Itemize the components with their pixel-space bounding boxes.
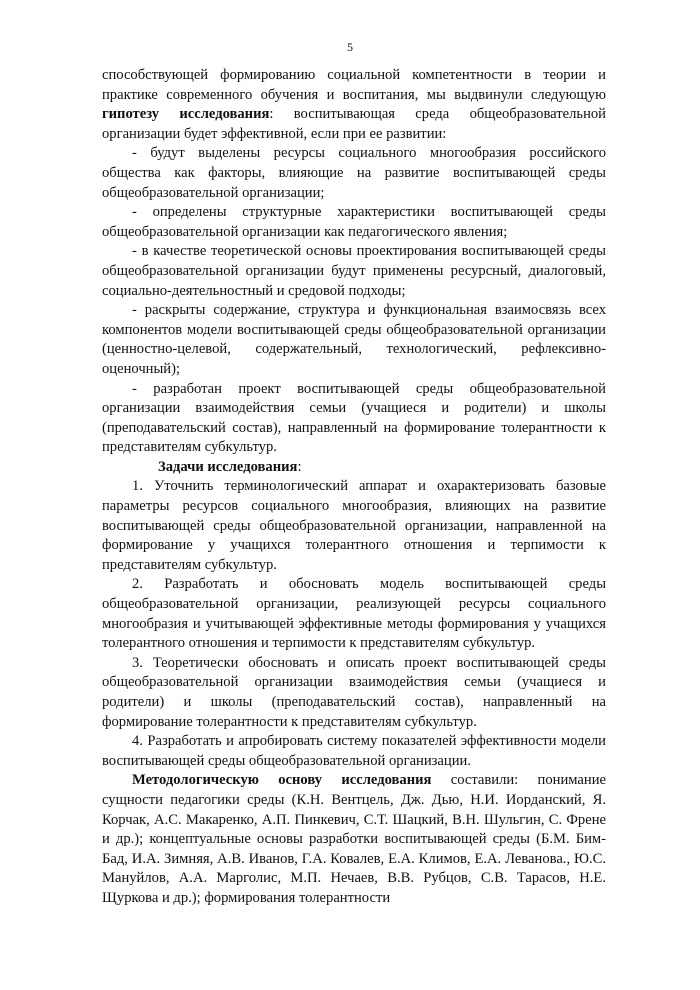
methodology-paragraph <box>102 771 606 908</box>
tasks-heading-colon: : <box>297 458 302 475</box>
methodology-term: Методологическую основу исследования <box>132 772 432 789</box>
page-number: 5 <box>347 40 353 54</box>
hypothesis-item-1: - будут выделены ресурсы социального многообразия российского общества как факторы, влияющие на развитие воспитывающей среды общеобразовательной организации; <box>102 145 606 201</box>
methodology-text: составили: понимание сущности педагогики среды (К.Н. Вентцель, Дж. Дью, Н.И. Иорданский, Я. Корчак, А.С. Макаренко, А.П. Пинкевич, С.Т. Шацкий, В.Н. Шульгин, С. Френе и др.); концептуальные основы разработки воспитывающей среды (Б.М. Бим-Бад, И.А. Зимняя, А.В. Иванов, Г.А. Ковалев, Е.А. Климов, Е.А. Леванова., Ю.С. Мануйлов, А.А. Марголис, М.П. Нечаев, В.В. Рубцов, С.В. Тарасов, Н.Е. Щуркова и др.); формирования толерантности <box>102 772 606 906</box>
intro-text-cont: : воспитывающая среда общеобразовательной организации будет эффективной, если при ее развитии: <box>102 106 606 142</box>
tasks-heading-text: Задачи исследования <box>158 458 298 475</box>
hypothesis-paragraph <box>102 66 606 144</box>
task-3: 3. Теоретически обосновать и описать проект воспитывающей среды общеобразовательной организации взаимодействия семьи (учащиеся и родители) и школы (преподавательский состав), направленный на формирование толерантности к представителям субкультур. <box>102 654 606 730</box>
hypothesis-item-2: - определены структурные характеристики воспитывающей среды общеобразовательной организации как педагогического явления; <box>102 204 606 240</box>
task-4: 4. Разработать и апробировать систему показателей эффективности модели воспитывающей среды общеобразовательной организации. <box>102 733 606 769</box>
hypothesis-item-3: - в качестве теоретической основы проектирования воспитывающей среды общеобразовательной организации будут применены ресурсный, диалоговый, социально-деятельностный и средовой подходы; <box>102 243 606 299</box>
hypothesis-item-4: - раскрыты содержание, структура и функциональная взаимосвязь всех компонентов модели воспитывающей среды общеобразовательной организации (ценностно-целевой, содержательный, технологический, рефлексивно-оценочный); <box>102 302 606 377</box>
hypothesis-item-5: - разработан проект воспитывающей среды общеобразовательной организации взаимодействия семьи (учащиеся и родители) и школы (преподавательский состав), направленный на формирование толерантности к представителям субкультур. <box>102 380 606 456</box>
intro-text: способствующей формированию социальной компетентности в теории и практике современного обучения и воспитания, мы выдвинули следующую <box>102 67 606 103</box>
tasks-heading <box>102 458 606 478</box>
task-1: 1. Уточнить терминологический аппарат и охарактеризовать базовые параметры ресурсов социального многообразия, влияющих на развитие воспитывающей среды общеобразовательной организации, направленной на формирование у учащихся толерантного отношения и терпимости к представителям субкультур. <box>102 478 606 573</box>
page-body <box>102 66 606 909</box>
hypothesis-term: гипотезу исследования <box>102 106 270 123</box>
task-2: 2. Разработать и обосновать модель воспитывающей среды общеобразовательной организации, реализующей ресурсы социального многообразия и учитывающей эффективные методы формирования у учащихся толерантного отношения и терпимости к представителям субкультур. <box>102 576 606 652</box>
